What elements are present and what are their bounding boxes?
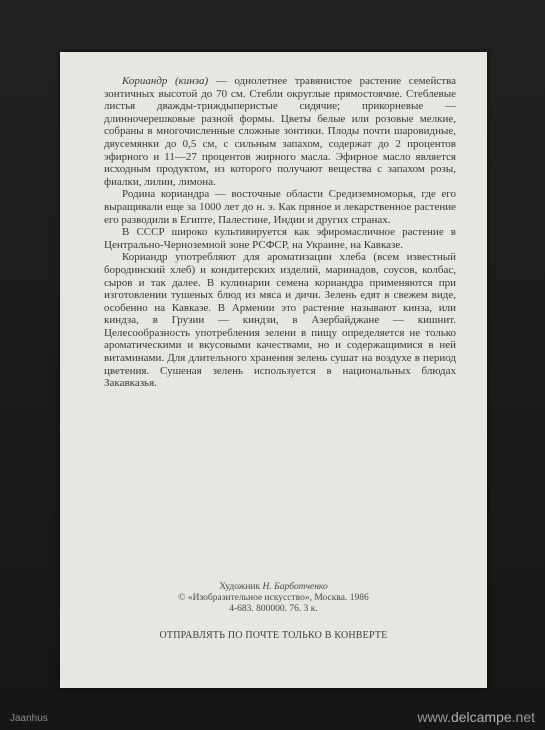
artist-line: [60, 582, 487, 593]
mail-instruction: ОТПРАВЛЯТЬ ПО ПОЧТЕ ТОЛЬКО В КОНВЕРТЕ: [159, 630, 388, 641]
artist-prefix: Художник: [219, 582, 263, 592]
paragraph-intro: [104, 75, 456, 188]
print-code: 4-683. 800000. 76. 3 к.: [229, 604, 318, 614]
description-text: [104, 75, 456, 390]
site-watermark-brand: delcampe: [450, 709, 512, 725]
paragraph-intro-text: — однолетнее травянистое растение семейства зонтичных высотой до 70 см. Стебли округлые прямостоячие. Стеблевые листья дважды-триждыперистые сидячие; прикорневые — длинночерешковые разной формы. Цветы белые или розовые мелкие, собраны в многочисленные сложные зонтики. Плоды почти шаровидные, двусемянки до 0,5 см, с сильным запахом, содержат до 2 процентов эфирного и 11—27 процентов жирного масла. Эфирное масло является исходным продуктом, из которого получают вещества с запахом розы, фиалки, лилии, лимона.: [104, 75, 456, 188]
paragraph-origin: Родина кориандра — восточные области Средиземноморья, где его выращивали еще за 1000 лет до н. э. Как пряное и лекарственное растение его разводили в Египте, Палестине, Индии и других странах.: [104, 188, 456, 226]
paragraph-cultivation: В СССР широко культивируется как эфиромасличное растение в Центрально-Черноземной зоне РСФСР, на Украине, на Кавказе.: [104, 226, 456, 251]
imprint-block: [60, 582, 487, 615]
seller-watermark: Jaanhus: [10, 713, 48, 724]
site-watermark-suffix: .net: [511, 709, 535, 725]
site-watermark: [417, 709, 535, 725]
postcard-back: [60, 52, 487, 688]
artist-name: Н. Барботченко: [262, 582, 328, 592]
paragraph-usage: Кориандр употребляют для ароматизации хлеба (всем известный бородинский хлеб) и кондитерских изделий, маринадов, соусов, колбас, сыров и так далее. В кулинарии семена кориандра применяются при изготовлении тушеных блюд из мяса и дичи. Зелень едят в свежем виде, особенно на Кавказе. В Армении это растение называют кинза, или киндза, в Грузии — киндзи, в Азербайджане — кишнит. Целесообразность употребления зелени в пищу определяется не только ароматическими и вкусовыми качествами, но и содержащимися в ней витаминами. Для длительного хранения зелень сушат на воздухе в период цветения. Сушеная зелень используется в национальных блюдах Закавказья.: [104, 251, 456, 390]
publisher-line: © «Изобразительное искусство», Москва. 1986: [178, 593, 369, 603]
site-watermark-prefix: www.: [417, 709, 451, 725]
plant-name: Кориандр (кинза): [122, 75, 209, 87]
